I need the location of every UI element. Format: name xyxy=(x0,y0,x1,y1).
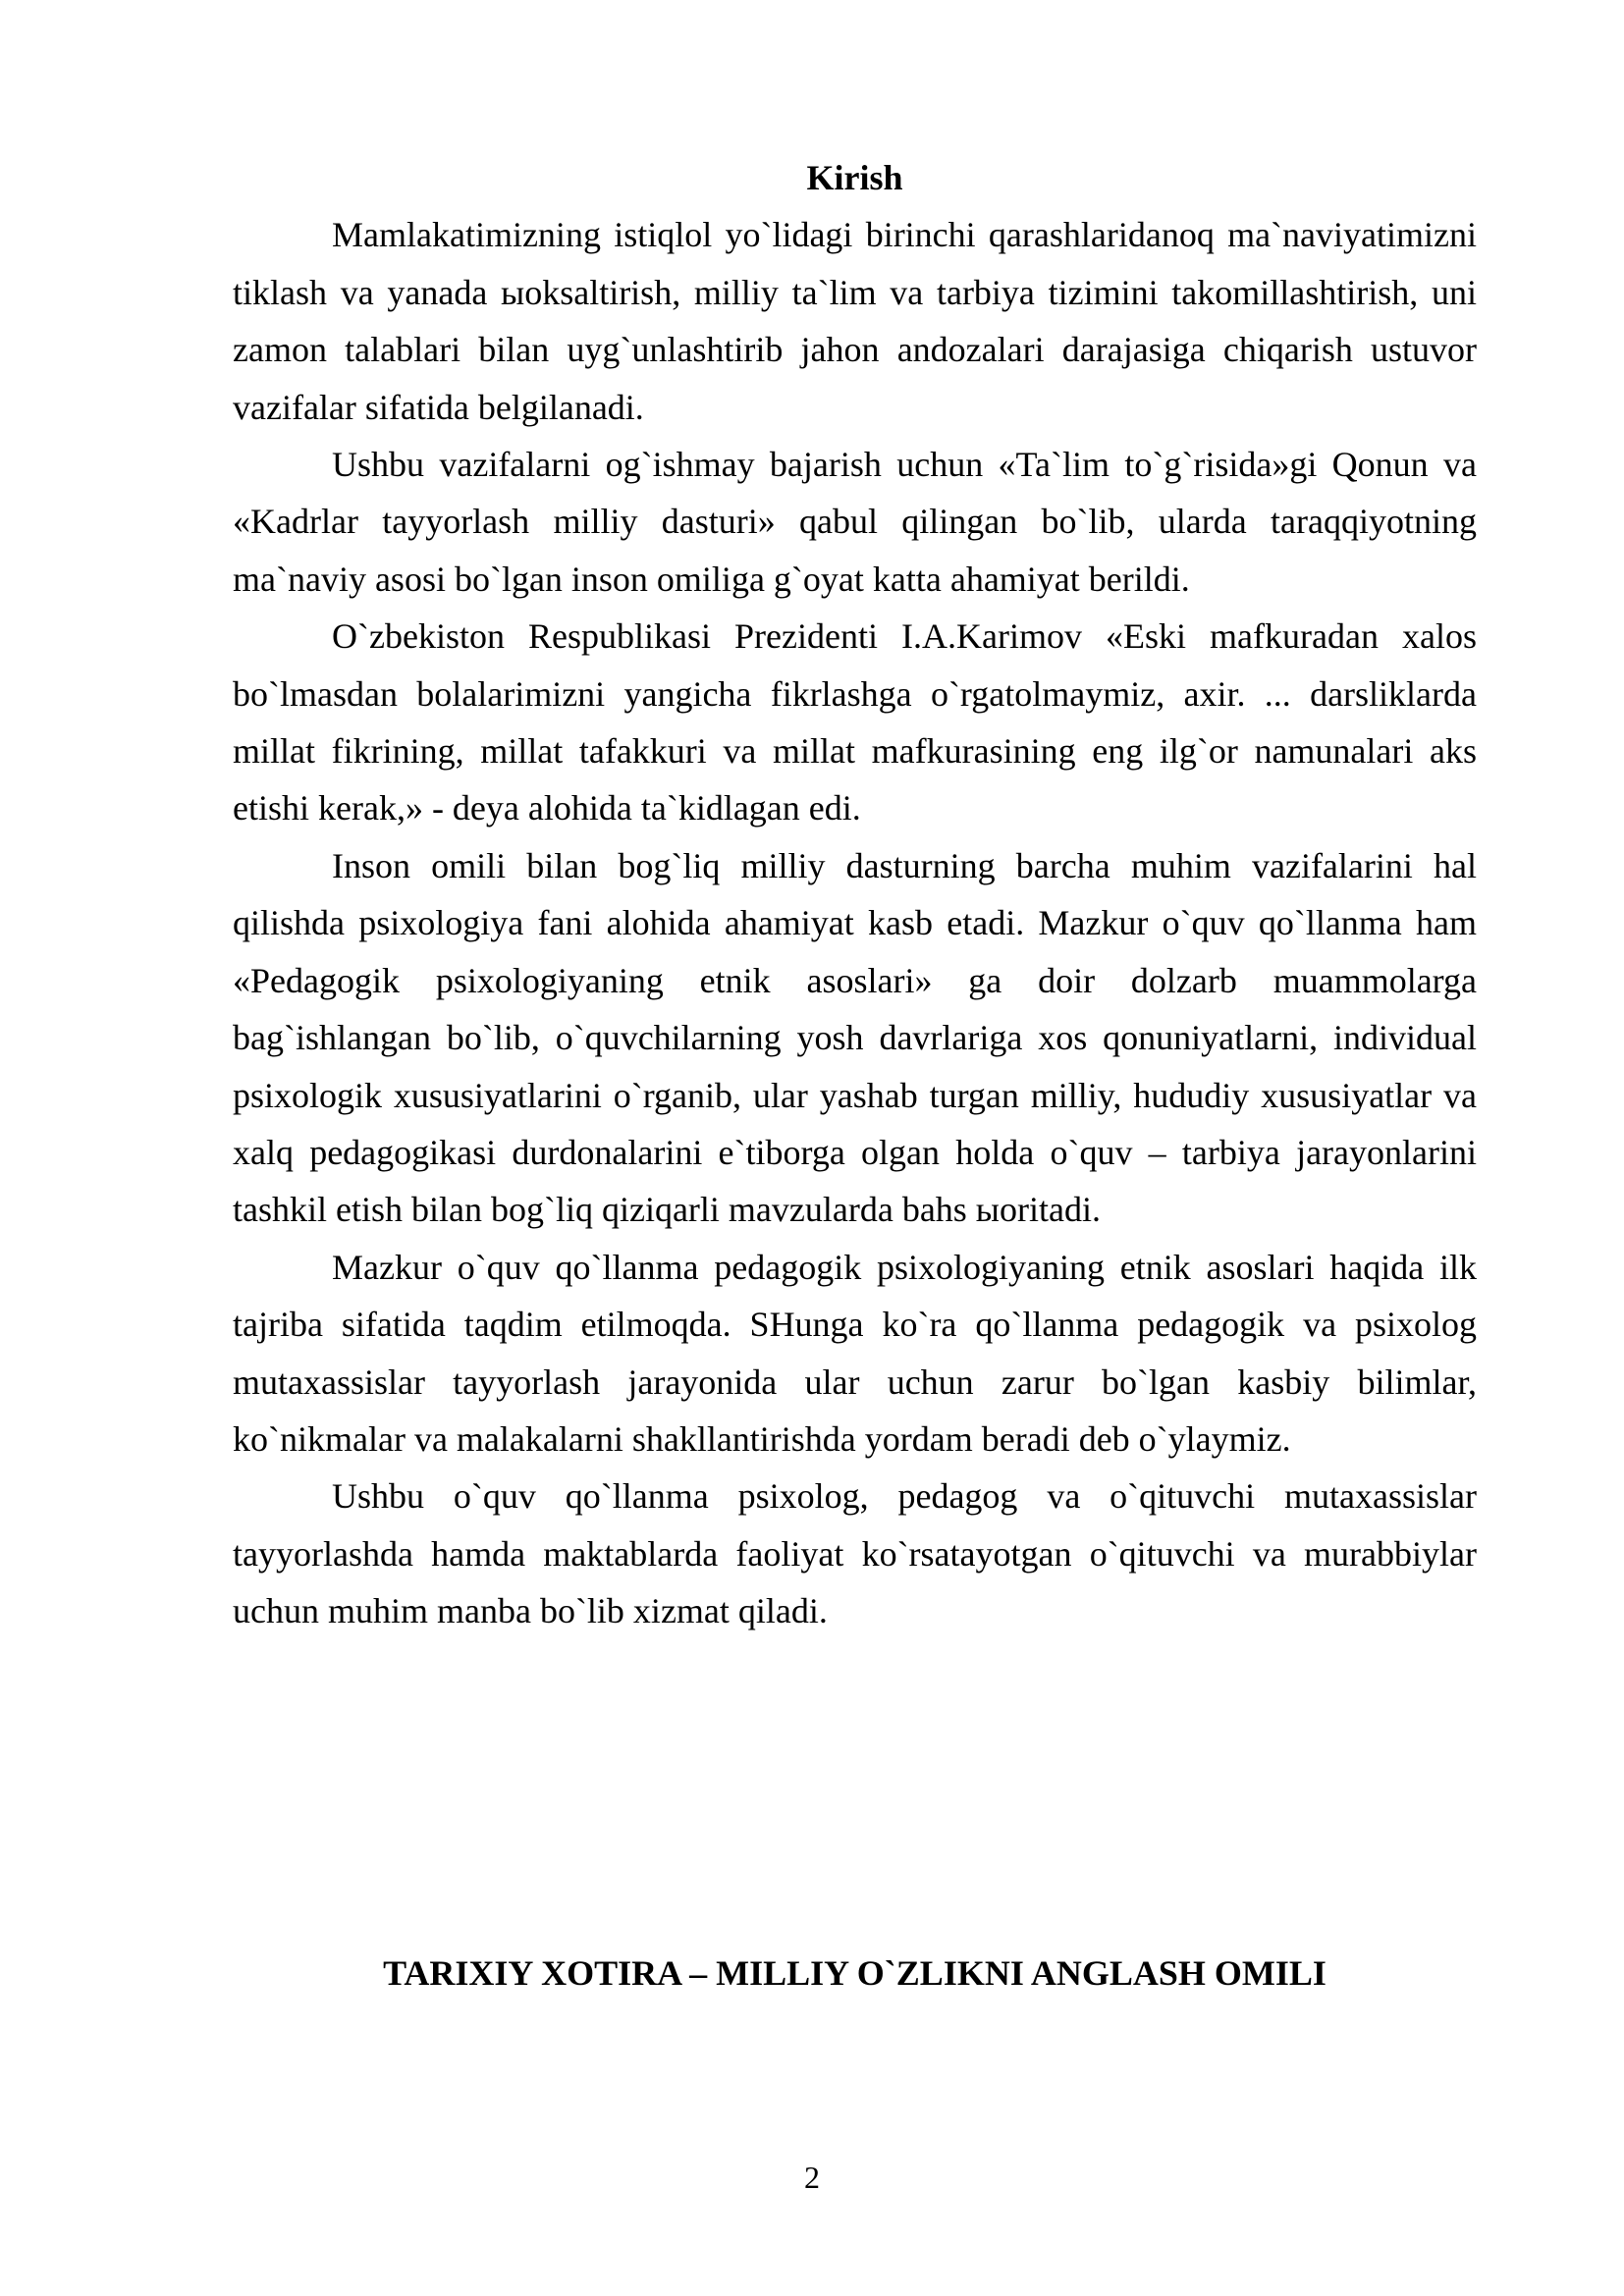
page-heading: Kirish xyxy=(806,158,903,197)
text-body xyxy=(233,149,1477,1640)
paragraph: Ushbu o`quv qo`llanma psixolog, pedagog va o`qituvchi mutaxassislar tayyorlashda hamda maktablarda faoliyat ko`rsatayotgan o`qituvchi va murabbiylar uchun muhim manba bo`lib xizmat qiladi. xyxy=(233,1476,1477,1631)
paragraph: Ushbu vazifalarni og`ishmay bajarish uchun «Ta`lim to`g`risida»gi Qonun va «Kadrlar tayyorlash milliy dasturi» qabul qilingan bo`lib, ularda taraqqiyotning ma`naviy asosi bo`lgan inson omiliga g`oyat katta ahamiyat berildi. xyxy=(233,445,1477,599)
page-number: 2 xyxy=(804,2160,820,2195)
paragraph: O`zbekiston Respublikasi Prezidenti I.A.Karimov «Eski mafkuradan xalos bo`lmasdan bolalarimizni yangicha fikrlashga o`rgatolmaymiz, axir. ... darsliklarda millat fikrining, millat tafakkuri va millat mafkurasining eng ilg`or namunalari aks etishi kerak,» - deya alohida ta`kidlagan edi. xyxy=(233,616,1477,828)
paragraph: Mamlakatimizning istiqlol yo`lidagi birinchi qarashlaridanoq ma`naviyatimizni tiklash va yanada ыoksaltirish, milliy ta`lim va tarbiya tizimini takomillashtirish, uni zamon talablari bilan uyg`unlashtirib jahon andozalari darajasiga chiqarish ustuvor vazifalar sifatida belgilanadi. xyxy=(233,215,1477,427)
section-title: TARIXIY XOTIRA – MILLIY O`ZLIKNI ANGLASH OMILI xyxy=(383,1953,1326,1993)
paragraph: Inson omili bilan bog`liq milliy dasturning barcha muhim vazifalarini hal qilishda psixologiya fani alohida ahamiyat kasb etadi. Mazkur o`quv qo`llanma ham «Pedagogik psixologiyaning etnik asoslari» ga doir dolzarb muammolarga bag`ishlangan bo`lib, o`quvchilarning yosh davrlariga xos qonuniyatlarni, individual psixologik xususiyatlarini o`rganib, ular yashab turgan milliy, hududiy xususiyatlar va xalq pedagogikasi durdonalarini e`tiborga olgan holda o`quv – tarbiya jarayonlarini tashkil etish bilan bog`liq qiziqarli mavzularda bahs ыoritadi. xyxy=(233,845,1477,1230)
paragraph: Mazkur o`quv qo`llanma pedagogik psixologiyaning etnik asoslari haqida ilk tajriba sifatida taqdim etilmoqda. SHunga ko`ra qo`llanma pedagogik va psixolog mutaxassislar tayyorlash jarayonida ular uchun zarur bo`lgan kasbiy bilimlar, ko`nikmalar va malakalarni shakllantirishda yordam beradi deb o`ylaymiz. xyxy=(233,1247,1477,1459)
